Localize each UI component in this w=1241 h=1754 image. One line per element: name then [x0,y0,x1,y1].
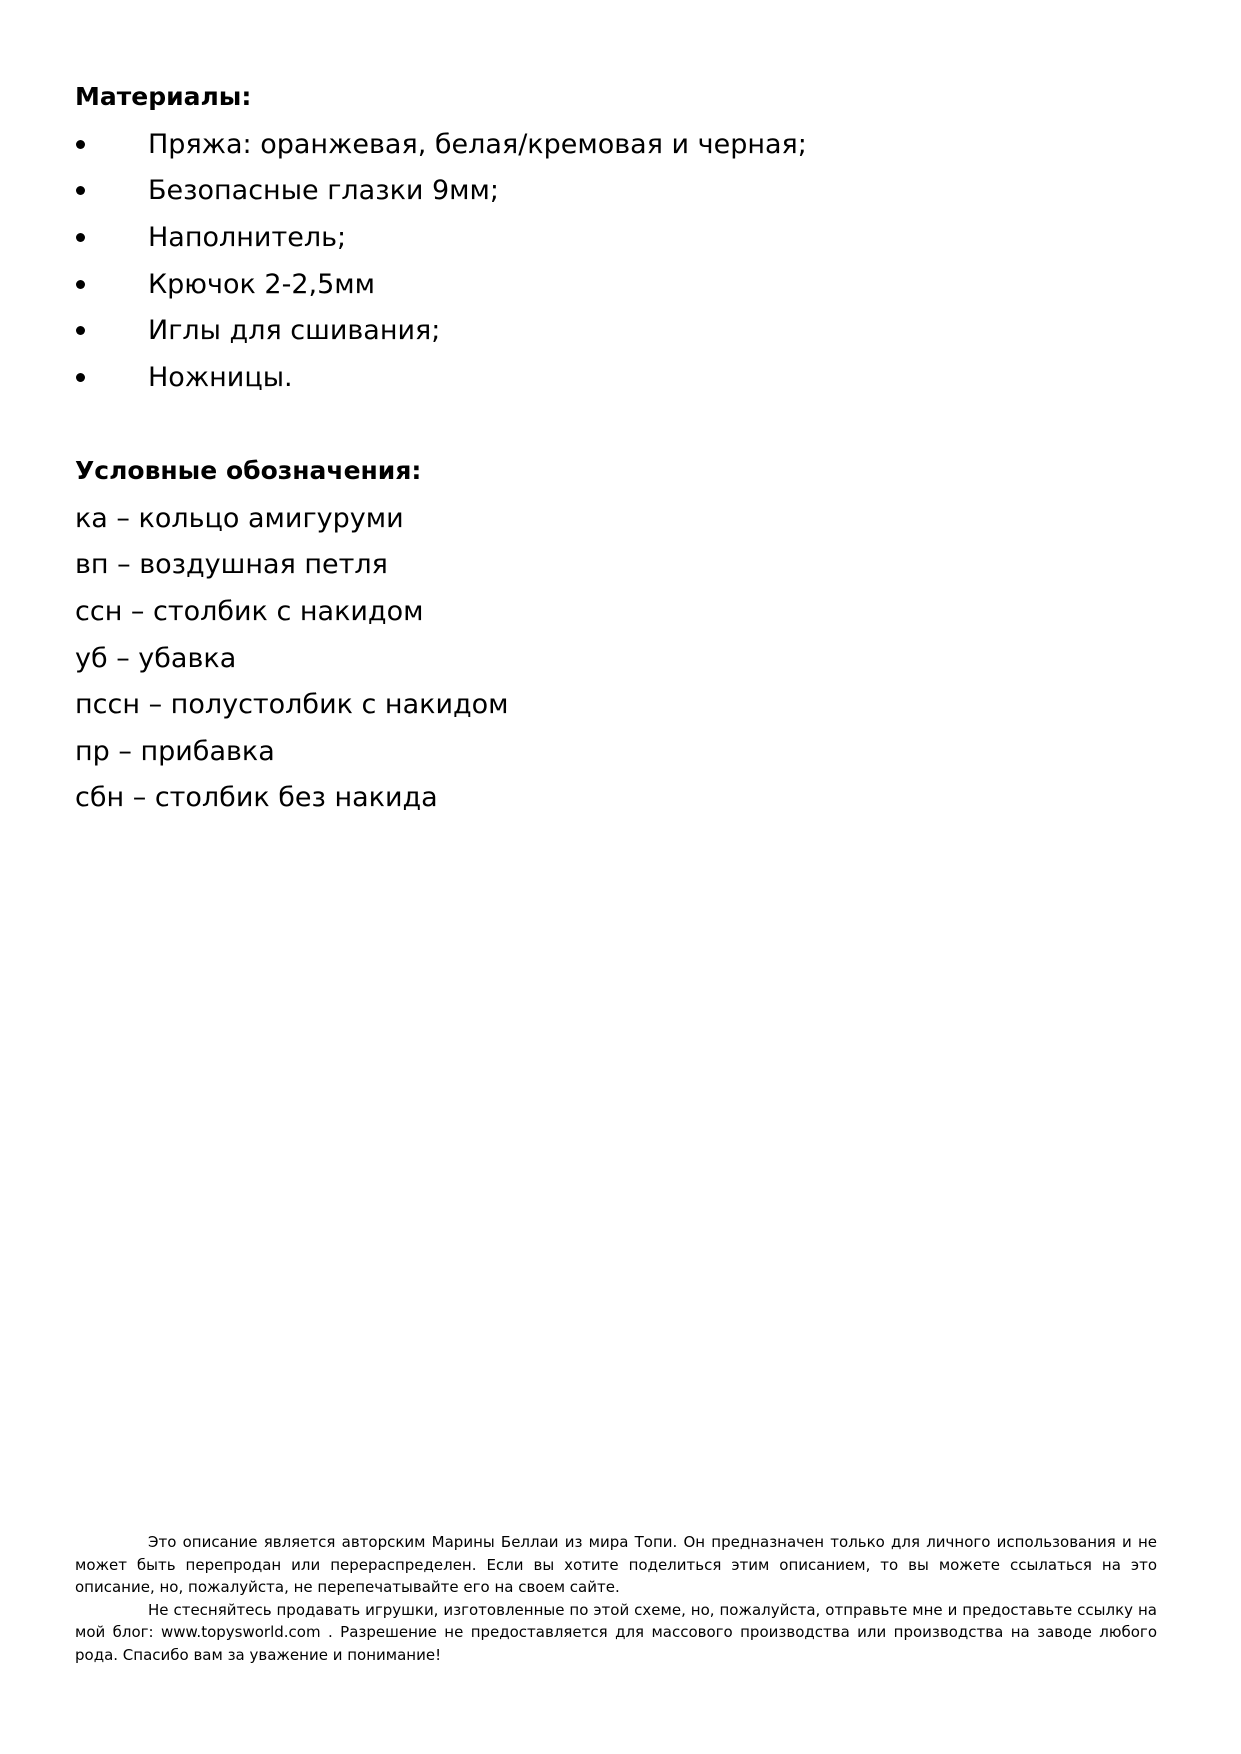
abbreviation-item: пссн – полустолбик с накидом [75,689,509,721]
bullet-icon [76,140,85,149]
usage-paragraph: Не стесняйтесь продавать игрушки, изготовленные по этой схеме, но, пожалуйста, отправьте мне и предоставьте ссылку на мой блог: www.topysworld.com . Разрешение не предоставляется для массового производства или производства на заводе любого рода. Спасибо вам за уважение и понимание! [75,1600,1157,1664]
copyright-note [75,1531,1157,1667]
bullet-icon [76,326,85,335]
material-item: Иглы для сшивания; [148,315,441,347]
bullet-icon [76,186,85,195]
materials-list [75,121,807,401]
abbreviations-list [75,495,509,821]
material-item: Наполнитель; [148,221,347,253]
abbreviation-item: пр – прибавка [75,735,275,767]
material-item: Ножницы. [148,361,293,393]
bullet-icon [76,373,85,382]
list-item [75,214,807,261]
bullet-icon [76,280,85,289]
material-item: Безопасные глазки 9мм; [148,175,500,207]
material-item: Пряжа: оранжевая, белая/кремовая и черная; [148,128,807,160]
bullet-icon [76,233,85,242]
copyright-paragraph: Это описание является авторским Марины Беллаи из мира Топи. Он предназначен только для личного использования и не может быть перепродан или перераспределен. Если вы хотите поделиться этим описанием, то вы можете ссылаться на это описание, но, пожалуйста, не перепечатывайте его на своем сайте. [75,1533,1157,1597]
list-item [75,307,807,354]
abbreviation-item: ссн – столбик с накидом [75,595,424,627]
abbreviation-item: уб – убавка [75,642,237,674]
list-item [75,121,807,168]
materials-heading: Материалы: [75,82,252,111]
legend-heading: Условные обозначения: [75,456,422,485]
list-item [75,168,807,215]
abbreviation-item: сбн – столбик без накида [75,782,438,814]
list-item [75,354,807,401]
abbreviation-item: вп – воздушная петля [75,549,388,581]
list-item [75,261,807,308]
material-item: Крючок 2-2,5мм [148,268,375,300]
abbreviation-item: ка – кольцо амигуруми [75,502,404,534]
